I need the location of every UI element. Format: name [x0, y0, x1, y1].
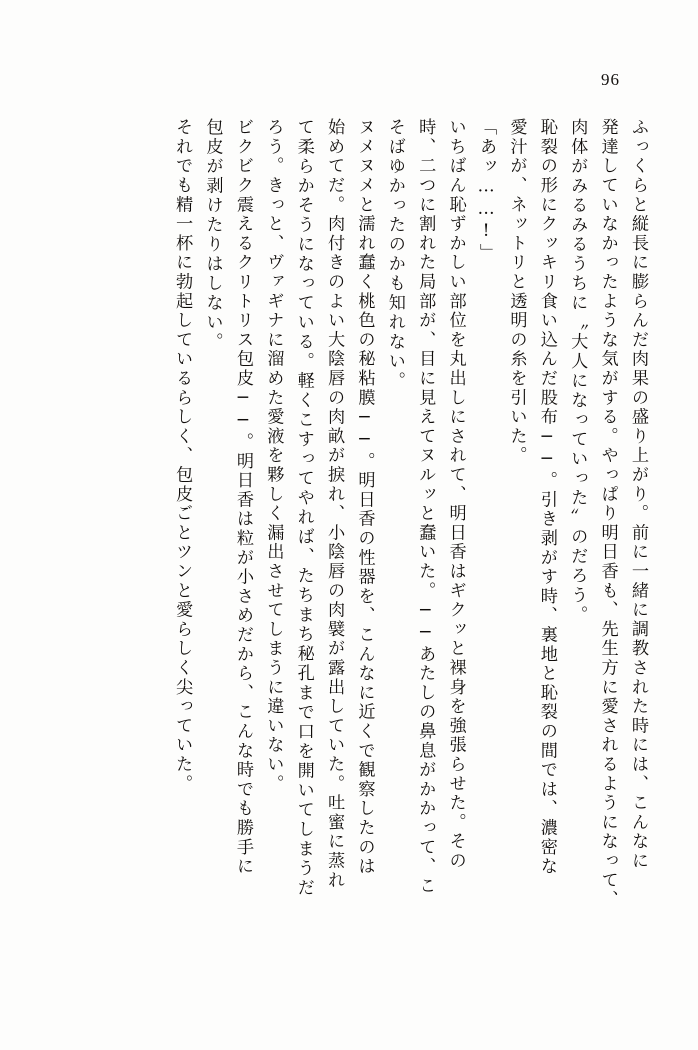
text-line: 「あッ……!」: [476, 118, 497, 263]
text-line: ヌメヌメと濡れ蠢く桃色の秘粘膜──。明日香の性器を、こんなに近くで観察したのは: [354, 118, 375, 877]
text-line: ふっくらと縦長に膨らんだ肉果の盛り上がり。前に一緒に調教された時には、こんなに: [628, 118, 648, 871]
text-line: ビクビク震えるクリトリス包皮──。明日香は粒が小さめだから、こんな時でも勝手に: [232, 118, 253, 877]
text-line: 肉体がみるみるうちに〝大人になっていった〟のだろう。: [567, 118, 588, 625]
text-line: そばゆかったのかも知れない。: [384, 118, 405, 391]
text-line: 包皮が剥けたりはしない。: [202, 118, 223, 352]
text-line: 愛汁が、ネットリと透明の糸を引いた。: [506, 118, 527, 466]
text-line: 始めてだ。肉付きのよい大陰唇の肉畝が捩れ、小陰唇の肉襞が露出していた。吐蜜に蒸れ: [324, 118, 345, 890]
text-line: ろう。きっと、ヴァギナに溜めた愛液を夥しく漏出させてしまうに違いない。: [263, 118, 284, 794]
text-line: て柔らかそうになっている。軽くこすってやれば、たちまち秘孔まで口を開いてしまうだ: [293, 118, 314, 898]
text-line: 恥裂の形にクッキリ食い込んだ股布──。引き剥がす時、裏地と恥裂の間では、濃密な: [536, 118, 557, 877]
text-line: それでも精一杯に勃起しているらしく、包皮ごとツンと愛らしく尖っていた。: [172, 118, 193, 794]
text-line: 時、二つに割れた局部が、目に見えてヌルッと蠢いた。──あたしの鼻息がかかって、こ: [415, 118, 436, 896]
text-line: いちばん恥ずかしい部位を丸出しにされて、明日香はギクッと裸身を強張らせた。その: [445, 118, 466, 871]
page-number: 96: [601, 70, 620, 89]
vertical-text-body: [58, 118, 646, 936]
text-line: 発達していなかったような気がする。やっぱり明日香も、先生方に愛されるようになって、: [597, 118, 618, 910]
